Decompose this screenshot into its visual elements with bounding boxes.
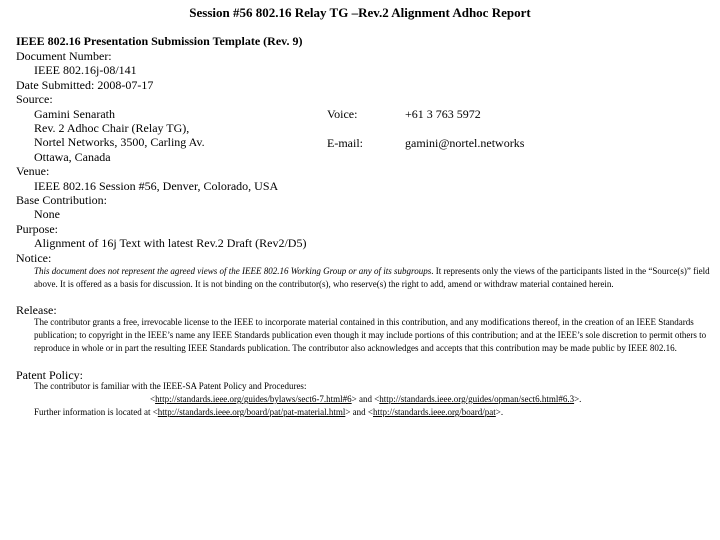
base-contribution-label: Base Contribution: (16, 193, 107, 208)
venue-label: Venue: (16, 164, 50, 179)
voice-value: +61 3 763 5972 (405, 107, 481, 121)
patent-end2: >. (495, 407, 504, 417)
venue-value: IEEE 802.16 Session #56, Denver, Colorado, USA (34, 178, 279, 193)
document-number-label: Document Number: (16, 49, 112, 63)
base-contribution-value: None (34, 207, 60, 222)
bylaws-link[interactable]: http://standards.ieee.org/guides/bylaws/sect6-7.html#6 (155, 394, 352, 404)
date-submitted: Date Submitted: 2008-07-17 (16, 77, 154, 92)
pat-material-link[interactable]: http://standards.ieee.org/board/pat/pat-material.html (157, 407, 346, 417)
release-text: The contributor grants a free, irrevocable license to the IEEE to incorporate material contained in this contribution, and any modifications thereof, in the creation of an IEEE Standards publication; to copyright in the IEEE’s name any IEEE Standards publication even though it may include portions of this contribution; and at the IEEE’s sole discretion to permit others to reproduce in whole or in part the resulting IEEE Standards publication. The contributor also acknowledges and accepts that this contribution may be made public by IEEE 802.16. (34, 317, 707, 353)
purpose-value: Alignment of 16j Text with latest Rev.2 Draft (Rev2/D5) (34, 236, 307, 251)
patent-links-line: <http://standards.ieee.org/guides/bylaws/sect6-7.html#6> and <http://standards.ieee.org/guides/opman/sect6.html#6.3>. (150, 394, 582, 404)
patent-mid: > and < (351, 394, 380, 404)
source-line-name: Gamini Senarath (34, 106, 115, 121)
email-value: gamini@nortel.networks (405, 136, 525, 150)
document-fields (16, 49, 306, 265)
release-label: Release: (16, 303, 57, 317)
page-title: Session #56 802.16 Relay TG –Rev.2 Alignment Adhoc Report (189, 5, 531, 20)
notice-body: . It represents only the views of the participants listed in the “Source(s)” field above. It is offered as a basis for discussion. It is not binding on the contributor(s), who reserve(s) the right to add, amend or withdraw material contained herein. (34, 266, 710, 289)
patent-policy-text (34, 380, 714, 419)
source-line-address: Nortel Networks, 3500, Carling Av. (34, 135, 205, 150)
email-label: E-mail: (327, 136, 363, 150)
opman-link[interactable]: http://standards.ieee.org/guides/opman/sect6.html#6.3 (379, 394, 575, 404)
notice-italic: This document does not represent the agreed views of the IEEE 802.16 Working Group or any of its subgroups (34, 266, 432, 276)
source-line-title: Rev. 2 Adhoc Chair (Relay TG), (34, 121, 190, 136)
patent-policy-label: Patent Policy: (16, 368, 83, 382)
patent-further-line (34, 406, 714, 419)
pat-link[interactable]: http://standards.ieee.org/board/pat (372, 407, 496, 417)
patent-mid2: > and < (345, 407, 373, 417)
document-number-value: IEEE 802.16j-08/141 (34, 63, 137, 78)
patent-end: >. (574, 394, 582, 404)
patent-intro: The contributor is familiar with the IEEE-SA Patent Policy and Procedures: (34, 381, 307, 391)
notice-text (34, 265, 710, 291)
template-title: IEEE 802.16 Presentation Submission Template (Rev. 9) (16, 34, 303, 48)
patent-further: Further information is located at < (34, 407, 158, 417)
purpose-label: Purpose: (16, 221, 58, 236)
source-line-city: Ottawa, Canada (34, 149, 111, 164)
voice-label: Voice: (327, 107, 358, 121)
notice-label: Notice: (16, 250, 52, 265)
source-label: Source: (16, 92, 53, 107)
